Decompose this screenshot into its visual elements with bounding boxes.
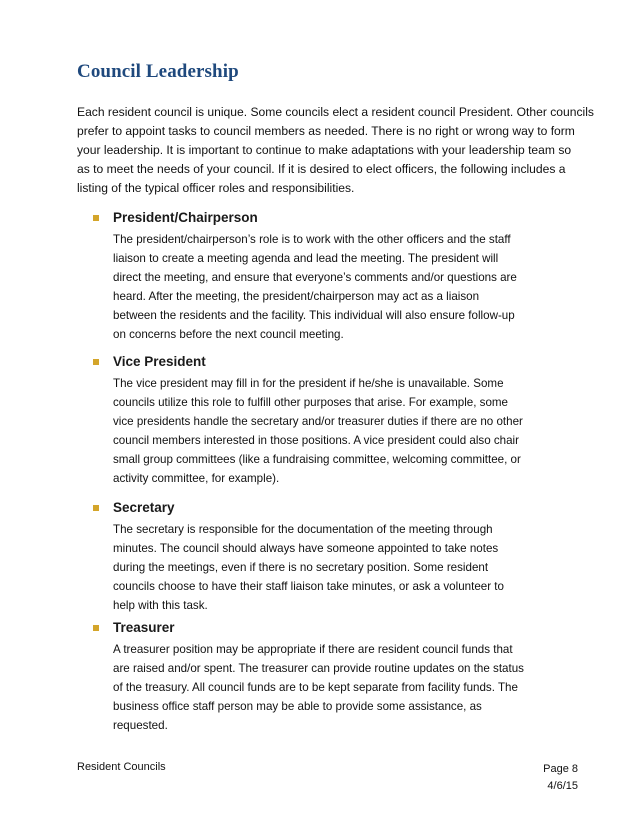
section-line: are raised and/or spent. The treasurer can provide routine updates on the status	[113, 662, 524, 675]
section-line: The president/chairperson’s role is to work with the other officers and the staff	[113, 233, 511, 246]
section-body	[113, 230, 553, 344]
section-line: between the residents and the facility. This individual will also ensure follow-up	[113, 309, 515, 322]
section-line: help with this task.	[113, 599, 208, 612]
section-line: activity committee, for example).	[113, 472, 280, 485]
section-line: during the meetings, even if there is no secretary position. Some resident	[113, 561, 489, 574]
page-heading: Council Leadership	[77, 61, 239, 82]
intro-line: as to meet the needs of your council. If it is desired to elect officers, the following includes a	[77, 162, 566, 176]
section-line: small group committees (like a fundraising committee, welcoming committee, or	[113, 453, 521, 466]
intro-line: listing of the typical officer roles and responsibilities.	[77, 181, 355, 195]
section-body	[113, 374, 553, 488]
section-title: Secretary	[113, 500, 175, 515]
section-line: business office staff person may be able to provide some assistance, as	[113, 700, 482, 713]
intro-line: prefer to appoint tasks to council members as needed. There is no right or wrong way to form	[77, 124, 575, 138]
square-bullet-icon	[93, 625, 99, 631]
footer-page-number: Page 8	[543, 763, 578, 775]
section-line: of the treasury. All council funds are to be kept separate from facility funds. The	[113, 681, 518, 694]
section-line: council members interested in those positions. A vice president could also chair	[113, 434, 519, 447]
intro-line: Each resident council is unique. Some councils elect a resident council President. Other councils	[77, 105, 594, 119]
section-title: President/Chairperson	[113, 210, 258, 225]
section-line: councils choose to have their staff liaison take minutes, or ask a volunteer to	[113, 580, 504, 593]
section-line: requested.	[113, 719, 168, 732]
section-line: vice presidents handle the secretary and/or treasurer duties if there are no other	[113, 415, 523, 428]
section-line: minutes. The council should always have someone appointed to take notes	[113, 542, 499, 555]
square-bullet-icon	[93, 215, 99, 221]
footer-doc-title: Resident Councils	[77, 761, 166, 773]
intro-paragraph	[77, 103, 594, 198]
section-line: on concerns before the next council meeting.	[113, 328, 344, 341]
section-line: A treasurer position may be appropriate if there are resident council funds that	[113, 643, 513, 656]
intro-line: your leadership. It is important to continue to make adaptations with your leadership team so	[77, 143, 572, 157]
footer-date: 4/6/15	[547, 780, 578, 792]
footer-page-info	[543, 761, 578, 795]
section-body	[113, 640, 553, 735]
section-title: Vice President	[113, 354, 206, 369]
section-body	[113, 520, 553, 615]
section-line: direct the meeting, and ensure that everyone’s comments and/or questions are	[113, 271, 517, 284]
section-line: liaison to create a meeting agenda and lead the meeting. The president will	[113, 252, 499, 265]
section-title: Treasurer	[113, 620, 175, 635]
section-line: The secretary is responsible for the documentation of the meeting through	[113, 523, 493, 536]
square-bullet-icon	[93, 359, 99, 365]
square-bullet-icon	[93, 505, 99, 511]
section-line: councils utilize this role to fulfill other purposes that arise. For example, some	[113, 396, 509, 409]
section-line: heard. After the meeting, the president/chairperson may act as a liaison	[113, 290, 480, 303]
section-line: The vice president may fill in for the president if he/she is unavailable. Some	[113, 377, 504, 390]
